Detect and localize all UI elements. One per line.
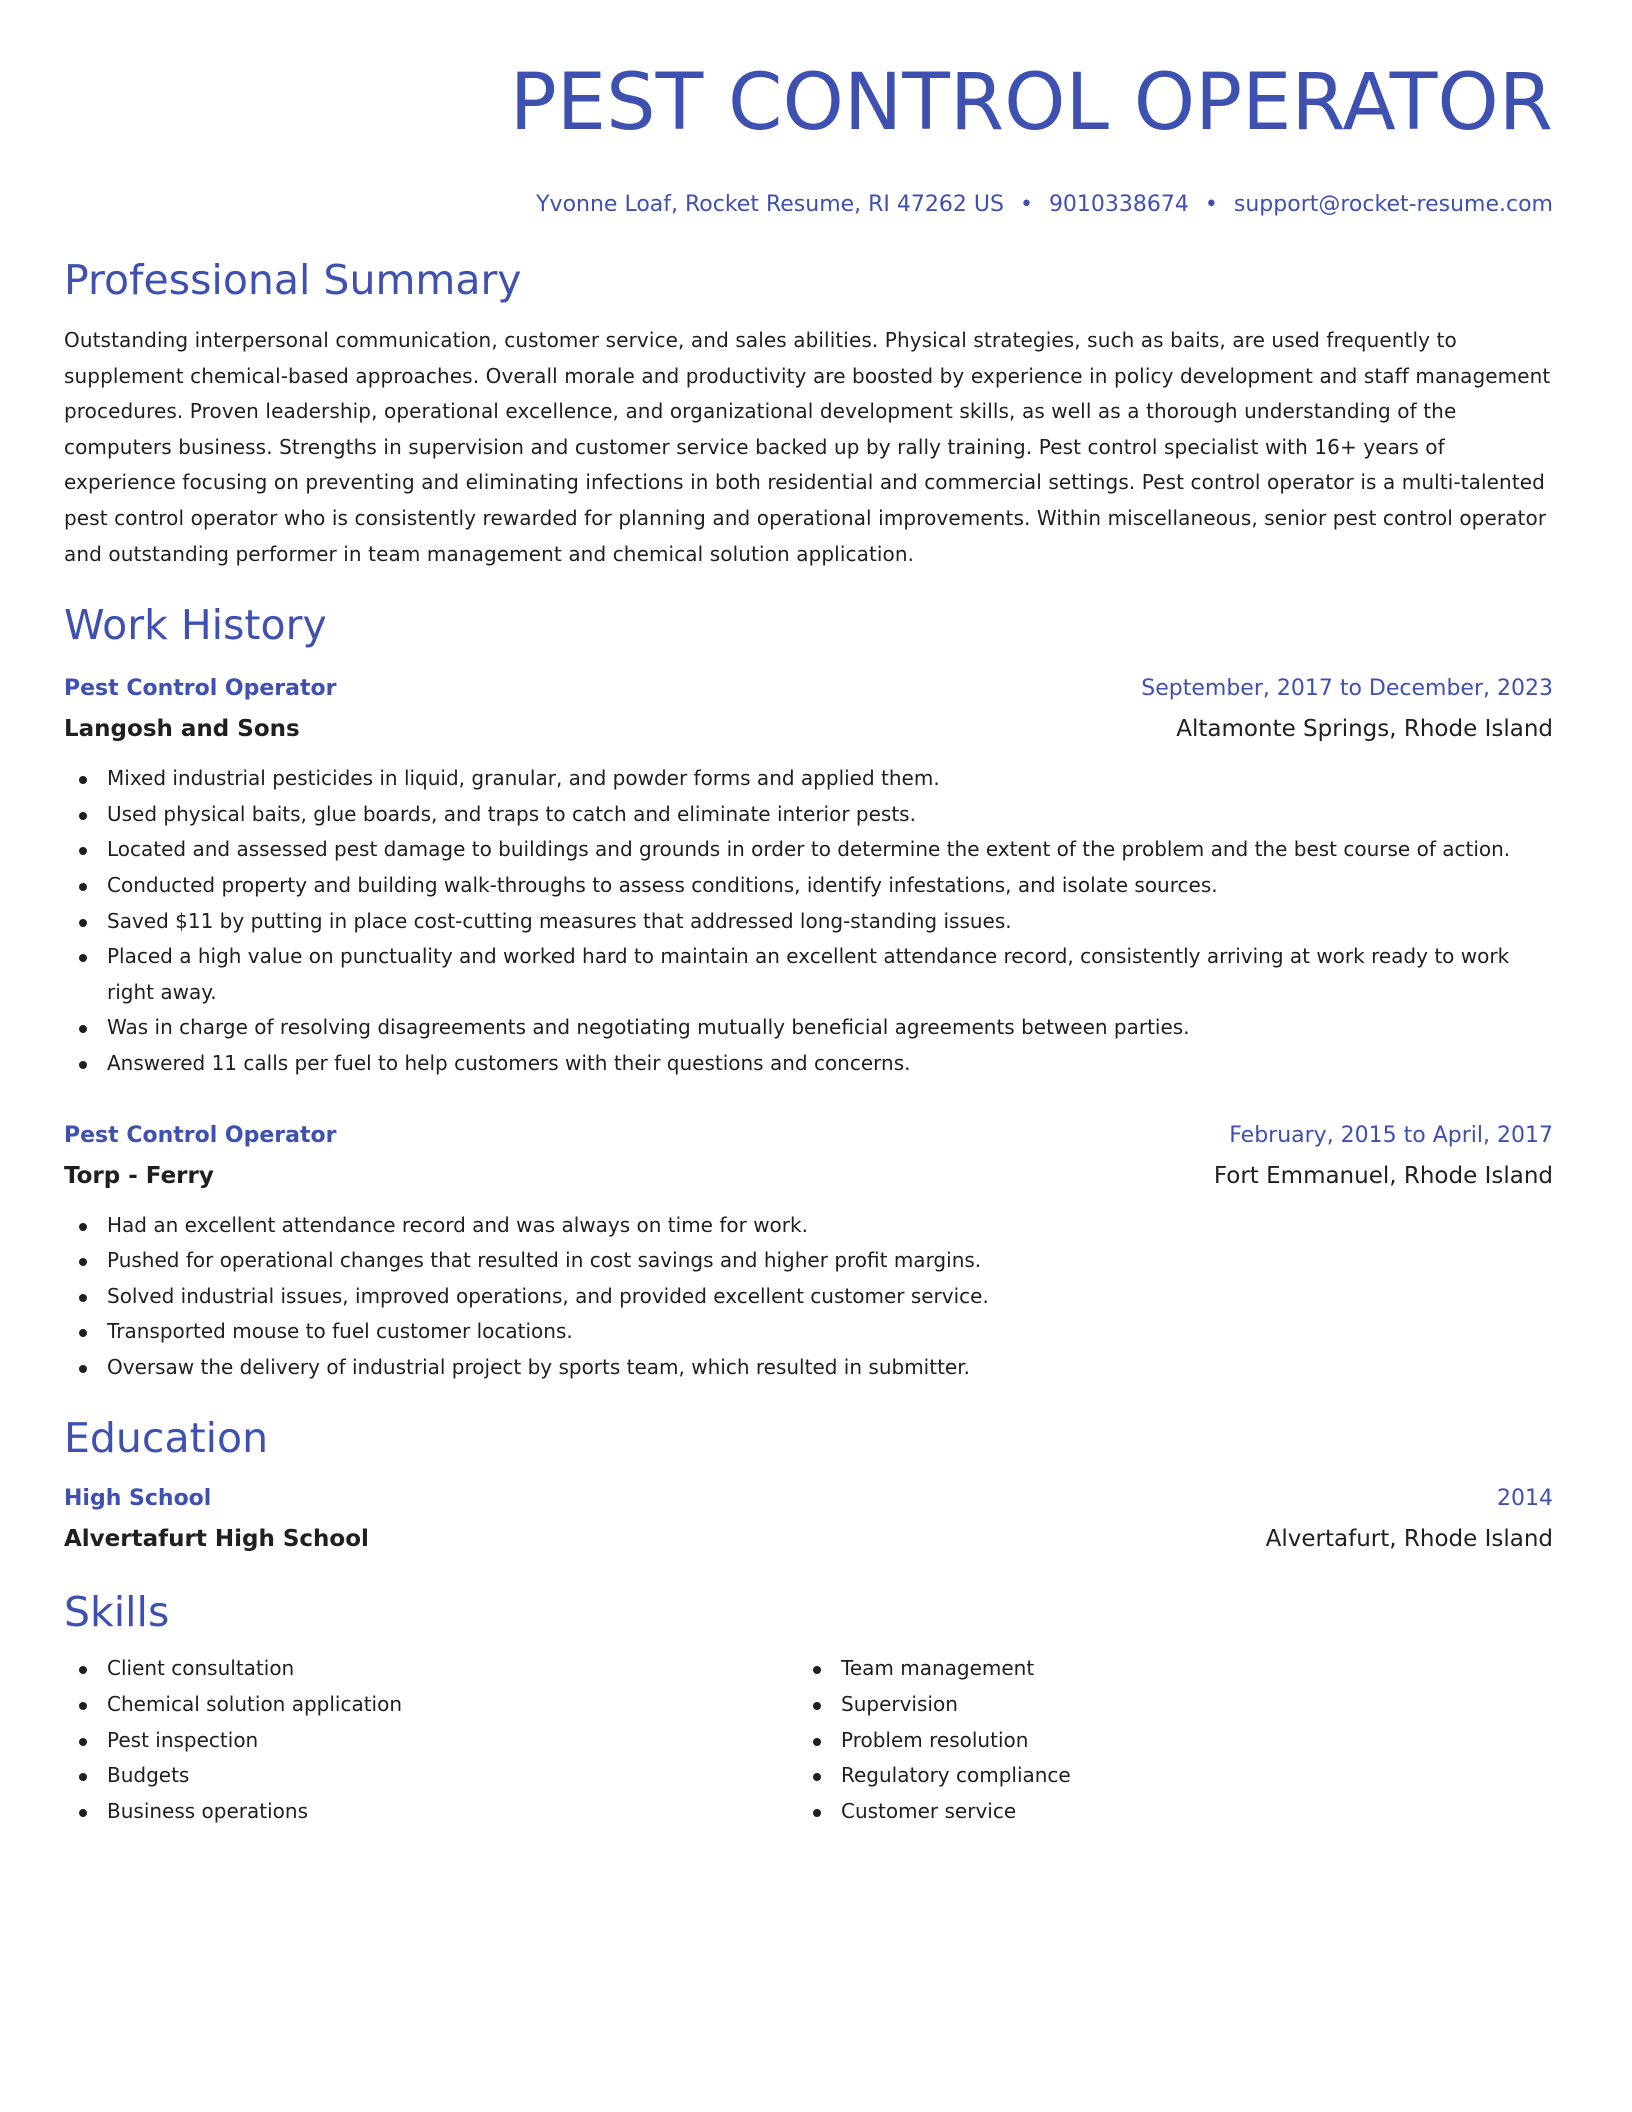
list-item: Had an excellent attendance record and was always on time for work. [64, 1208, 1553, 1244]
skill-item: Team management [798, 1651, 1532, 1687]
job-dates: February, 2015 to April, 2017 [1229, 1122, 1553, 1148]
skills-list [64, 1651, 798, 1829]
school-name: Alvertafurt High School [64, 1526, 369, 1553]
summary-heading: Professional Summary [64, 256, 522, 304]
contact-separator: • [1019, 192, 1033, 217]
work-history-heading: Work History [64, 601, 327, 650]
list-item: Saved $11 by putting in place cost-cutting measures that addressed long-standing issues. [64, 904, 1553, 940]
list-item: Used physical baits, glue boards, and traps to catch and eliminate interior pests. [64, 797, 1553, 833]
skill-item: Pest inspection [64, 1723, 798, 1759]
employer-name: Langosh and Sons [64, 716, 300, 743]
contact-email: support@rocket-resume.com [1233, 192, 1553, 217]
job-duties-list [64, 1208, 1553, 1386]
skills-column-right [798, 1651, 1532, 1829]
list-item: Oversaw the delivery of industrial project by sports team, which resulted in submitter. [64, 1350, 1553, 1386]
job-entry [64, 669, 1553, 1081]
job-title: Pest Control Operator [64, 1122, 337, 1148]
list-item: Conducted property and building walk-throughs to assess conditions, identify infestations, and isolate sources. [64, 868, 1553, 904]
job-entry [64, 1116, 1553, 1386]
employer-name: Torp - Ferry [64, 1162, 214, 1189]
job-location: Altamonte Springs, Rhode Island [1176, 716, 1553, 743]
skills-column-left [64, 1651, 798, 1829]
skills-heading: Skills [64, 1588, 170, 1637]
skills-list [798, 1651, 1532, 1829]
list-item: Mixed industrial pesticides in liquid, granular, and powder forms and applied them. [64, 761, 1553, 797]
job-title: Pest Control Operator [64, 676, 337, 702]
resume-title: PEST CONTROL OPERATOR [509, 58, 1553, 148]
degree-name: High School [64, 1486, 212, 1512]
education-heading: Education [64, 1414, 269, 1463]
list-item: Answered 11 calls per fuel to help customers with their questions and concerns. [64, 1046, 1553, 1082]
list-item: Solved industrial issues, improved operations, and provided excellent customer service. [64, 1279, 1553, 1315]
summary-text: Outstanding interpersonal communication, customer service, and sales abilities. Physical strategies, such as baits, are used frequently to supplement chemical-based approaches. Overall morale and productivity are boosted by experience in policy development and staff management procedures. Proven leadership, operational excellence, and organizational development skills, as well as a thorough understanding of the computers business. Strengths in supervision and customer service backed up by rally training. Pest control specialist with 16+ years of experience focusing on preventing and eliminating infections in both residential and commercial settings. Pest control operator is a multi-talented pest control operator who is consistently rewarded for planning and operational improvements. Within miscellaneous, senior pest control operator and outstanding performer in team management and chemical solution application. [64, 328, 1551, 566]
job-dates: September, 2017 to December, 2023 [1141, 676, 1553, 702]
skill-item: Supervision [798, 1687, 1532, 1723]
skill-item: Business operations [64, 1794, 798, 1830]
job-location: Fort Emmanuel, Rhode Island [1213, 1162, 1553, 1189]
education-entry [64, 1479, 1553, 1559]
skill-item: Problem resolution [798, 1723, 1532, 1759]
skill-item: Chemical solution application [64, 1687, 798, 1723]
contact-separator: • [1204, 192, 1218, 217]
skills-columns [64, 1651, 1553, 1829]
list-item: Located and assessed pest damage to buildings and grounds in order to determine the extent of the problem and the best course of action. [64, 832, 1553, 868]
resume-page [64, 52, 1553, 1829]
list-item: Placed a high value on punctuality and worked hard to maintain an excellent attendance record, consistently arriving at work ready to work right away. [64, 939, 1553, 1010]
job-duties-list [64, 761, 1553, 1081]
skill-item: Regulatory compliance [798, 1758, 1532, 1794]
skill-item: Budgets [64, 1758, 798, 1794]
skill-item: Client consultation [64, 1651, 798, 1687]
contact-line [64, 190, 1553, 220]
contact-address: Yvonne Loaf, Rocket Resume, RI 47262 US [536, 192, 1004, 217]
education-year: 2014 [1497, 1486, 1553, 1512]
skill-item: Customer service [798, 1794, 1532, 1830]
list-item: Was in charge of resolving disagreements and negotiating mutually beneficial agreements between parties. [64, 1010, 1553, 1046]
list-item: Pushed for operational changes that resulted in cost savings and higher profit margins. [64, 1243, 1553, 1279]
list-item: Transported mouse to fuel customer locations. [64, 1314, 1553, 1350]
school-location: Alvertafurt, Rhode Island [1265, 1526, 1553, 1553]
contact-phone: 9010338674 [1048, 192, 1189, 217]
